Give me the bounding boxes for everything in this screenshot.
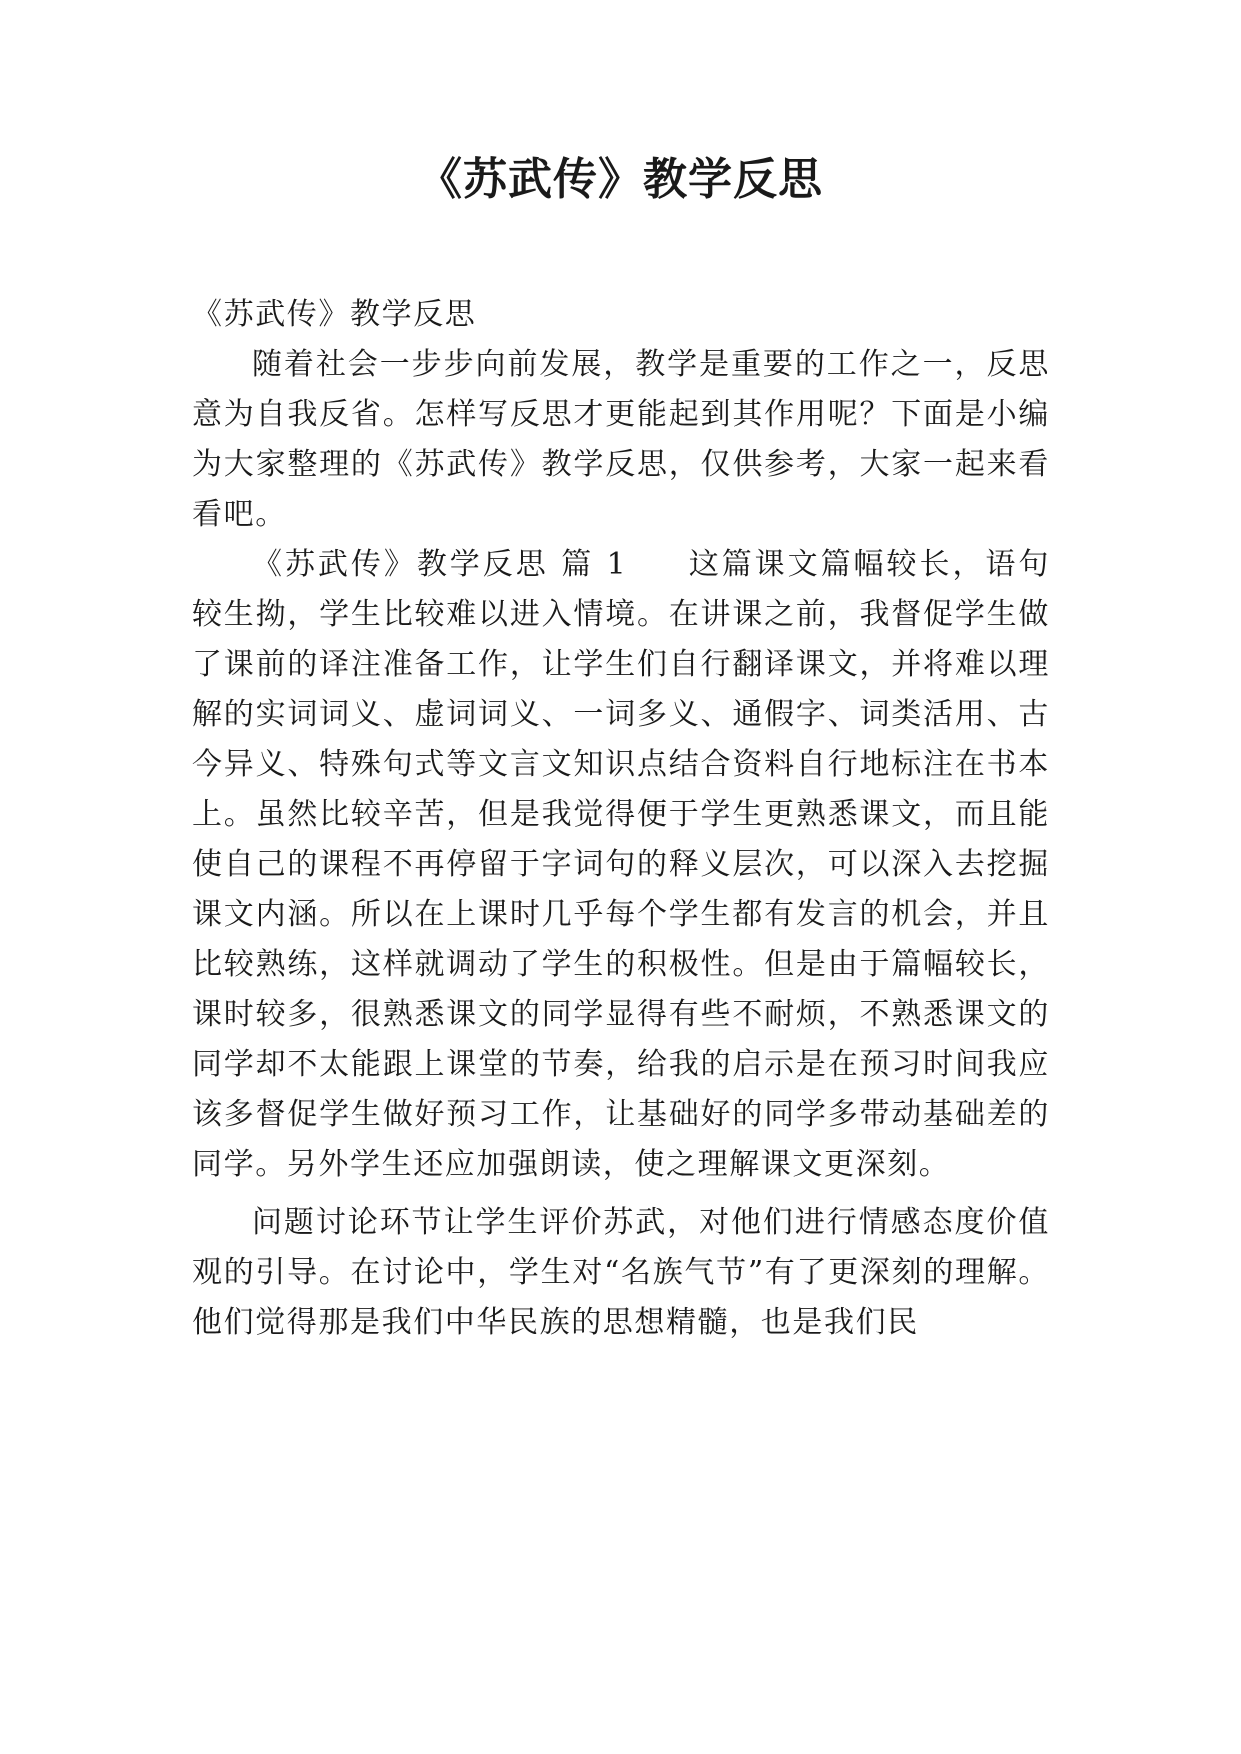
section-1-heading: 《苏武传》教学反思 篇 1 bbox=[252, 547, 628, 582]
discussion-paragraph: 问题讨论环节让学生评价苏武，对他们进行情感态度价值观的引导。在讨论中，学生对“名族气节”有了更深刻的理解。他们觉得那是我们中华民族的思想精髓，也是我们民 bbox=[192, 1205, 1050, 1340]
subtitle-paragraph: 《苏武传》教学反思 bbox=[192, 297, 477, 332]
section-1-text: 这篇课文篇幅较长，语句较生拗，学生比较难以进入情境。在讲课之前，我督促学生做了课前的译注准备工作，让学生们自行翻译课文，并将难以理解的实词词义、虚词词义、一词多义、通假字、词类活用、古今异义、特殊句式等文言文知识点结合资料自行地标注在书本上。虽然比较辛苦，但是我觉得便于学生更熟悉课文，而且能使自己的课程不再停留于字词句的释义层次，可以深入去挖掘课文内涵。所以在上课时几乎每个学生都有发言的机会，并且比较熟练，这样就调动了学生的积极性。但是由于篇幅较长，课时较多，很熟悉课文的同学显得有些不耐烦，不熟悉课文的同学却不太能跟上课堂的节奏，给我的启示是在预习时间我应该多督促学生做好预习工作，让基础好的同学多带动基础差的同学。另外学生还应加强朗读，使之理解课文更深刻。 bbox=[192, 547, 1050, 1182]
section-1-paragraph bbox=[192, 540, 1050, 1190]
document-title: 《苏武传》教学反思 bbox=[418, 154, 823, 205]
document-body bbox=[192, 290, 1050, 1348]
intro-paragraph: 随着社会一步步向前发展，教学是重要的工作之一，反思意为自我反省。怎样写反思才更能起到其作用呢？下面是小编为大家整理的《苏武传》教学反思，仅供参考，大家一起来看看吧。 bbox=[192, 347, 1050, 532]
